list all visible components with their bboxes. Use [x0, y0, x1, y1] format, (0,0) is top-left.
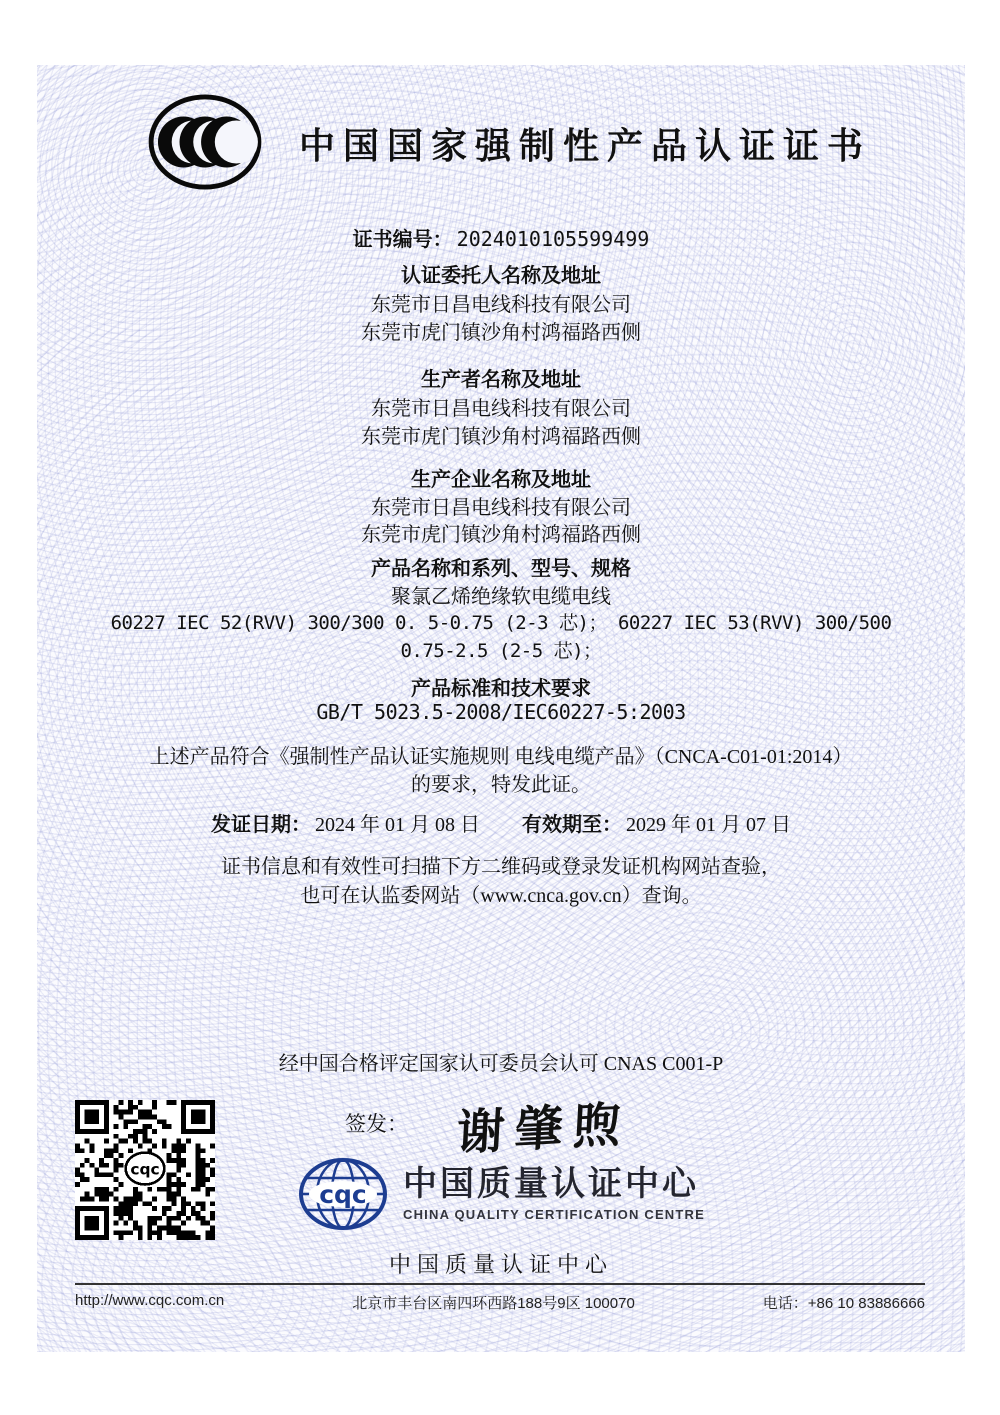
issuer-name-en: CHINA QUALITY CERTIFICATION CENTRE	[403, 1206, 705, 1222]
expiry-date-value: 2029 年 01 月 07 日	[626, 814, 791, 836]
footer-website: http://www.cqc.com.cn	[75, 1292, 225, 1309]
dates-line	[37, 808, 965, 837]
footer-phone-number: +86 10 83886666	[807, 1295, 925, 1312]
issue-date-value: 2024 年 01 月 08 日	[315, 814, 480, 836]
standard-value: GB/T 5023.5-2008/IEC60227-5:2003	[316, 700, 686, 724]
accreditation-line: 经中国合格评定国家认可委员会认可 CNAS C001-P	[278, 1053, 724, 1075]
expiry-date-label: 有效期至：	[522, 814, 622, 836]
certificate-number-value: 2024010105599499	[456, 227, 650, 251]
svg-text:cqc: cqc	[130, 1160, 160, 1179]
cqc-logo-text: cqc	[319, 1180, 367, 1209]
verify-line1: 证书信息和有效性可扫描下方二维码或登录发证机构网站查验，	[221, 856, 781, 878]
statement-line2: 的要求，特发此证。	[411, 774, 591, 796]
manufacturer-name: 东莞市日昌电线科技有限公司	[371, 497, 631, 519]
footer	[75, 1292, 925, 1313]
applicant-name: 东莞市日昌电线科技有限公司	[371, 294, 631, 316]
footer-phone-label: 电话：	[762, 1295, 808, 1312]
issuer-stamp-name: 中国质量认证中心	[388, 1252, 613, 1277]
issuer-logo-block	[37, 1156, 965, 1232]
footer-address: 北京市丰台区南四环西路188号9区 100070	[352, 1295, 635, 1312]
manufacturer-heading: 生产企业名称及地址	[411, 469, 591, 491]
issue-date-label: 发证日期：	[211, 814, 311, 836]
producer-heading: 生产者名称及地址	[421, 369, 581, 391]
verify-line2: 也可在认监委网站（www.cnca.gov.cn）查询。	[300, 885, 702, 907]
cqc-globe-icon	[297, 1156, 389, 1232]
signature-row	[345, 1098, 965, 1161]
product-heading: 产品名称和系列、型号、规格	[371, 558, 631, 580]
applicant-heading: 认证委托人名称及地址	[401, 265, 601, 287]
applicant-address: 东莞市虎门镇沙角村鸿福路西侧	[361, 322, 641, 344]
footer-phone	[763, 1292, 925, 1313]
footer-divider	[75, 1283, 925, 1285]
signature-handwriting: 谢肇煦	[455, 1098, 633, 1161]
sign-label: 签发：	[345, 1112, 408, 1136]
certificate-number-line	[37, 223, 965, 252]
manufacturer-address: 东莞市虎门镇沙角村鸿福路西侧	[361, 524, 641, 546]
standard-heading: 产品标准和技术要求	[411, 678, 591, 700]
producer-address: 东莞市虎门镇沙角村鸿福路西侧	[361, 426, 641, 448]
certificate-title: 中国国家强制性产品认证证书	[298, 125, 871, 166]
product-spec-line1: 60227 IEC 52(RVV) 300/300 0. 5-0.75 (2-3 芯)； 60227 IEC 53(RVV) 300/500	[110, 612, 892, 634]
issuer-names	[403, 1166, 705, 1221]
product-spec-line2: 0.75-2.5 (2-5 芯)；	[400, 640, 602, 662]
issuer-name-cn: 中国质量认证中心	[403, 1165, 699, 1204]
certificate-number-label: 证书编号：	[352, 229, 453, 251]
statement-line1: 上述产品符合《强制性产品认证实施规则 电线电缆产品》（CNCA-C01-01:2014）	[149, 746, 853, 768]
product-name: 聚氯乙烯绝缘软电缆电线	[391, 586, 611, 608]
producer-name: 东莞市日昌电线科技有限公司	[371, 398, 631, 420]
